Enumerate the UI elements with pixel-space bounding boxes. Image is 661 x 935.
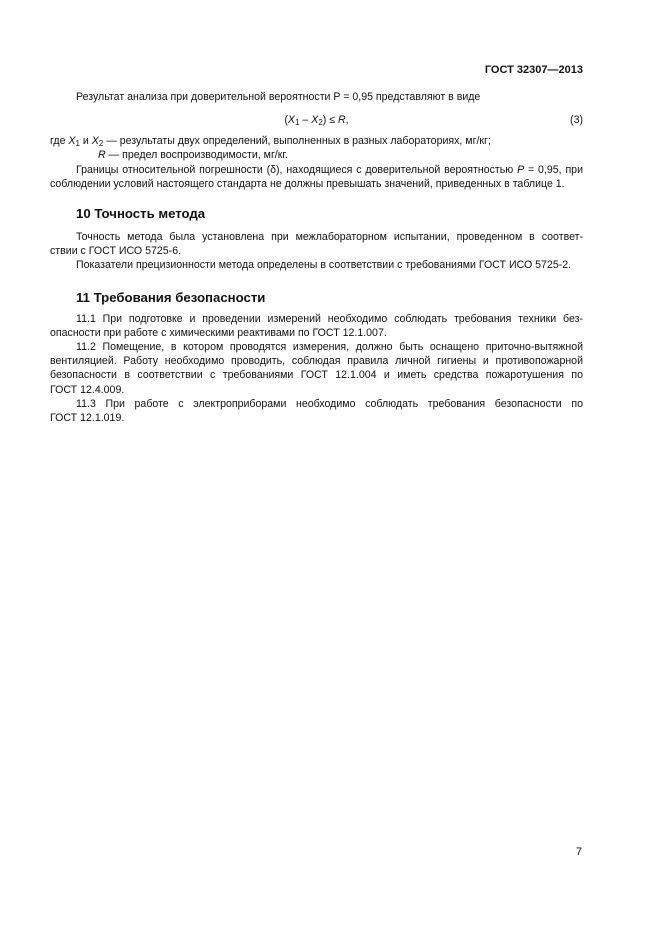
formula-expression: $(X_1 - X_2) \le R$,: [284, 114, 349, 128]
page-content: [50, 90, 583, 425]
section-11-2-line3: безопасности в соответствии с требованиями ГОСТ 12.1.004 и иметь средства пожаротушения по: [50, 369, 583, 382]
document-code-header: ГОСТ 32307—2013: [484, 64, 583, 76]
formula-3: [50, 113, 583, 129]
section-11-heading: 11 Требования безопасности: [76, 289, 266, 305]
section-11-3-line1: 11.3 При работе с электроприборами необходимо соблюдать требования безопасности по: [76, 397, 583, 410]
section-11-1-line1: 11.1 При подготовке и проведении измерений необходимо соблюдать требования техники без-: [76, 312, 583, 325]
formula-legend: [50, 134, 583, 162]
bounds-paragraph-line2: соблюдении условий настоящего стандарта не должны превышать значений, приведенных в таблице 1.: [50, 177, 565, 190]
section-10-p2: Показатели прецизионности метода определены в соответствии с требованиями ГОСТ ИСО 5725-2.: [76, 259, 572, 272]
formula-number: (3): [570, 114, 583, 127]
legend-r-row: R — предел воспроизводимости, мг/кг.: [98, 149, 288, 162]
section-10-p1-line1: Точность метода была установлена при межлабораторном испытании, проведенном в соответ-: [76, 231, 583, 244]
intro-paragraph: Результат анализа при доверительной вероятности P = 0,95 представляют в виде: [76, 91, 481, 103]
section-11-2-line2: вентиляцией. Работу необходимо проводить, соблюдая правила личной гигиены и противопожарной: [50, 355, 583, 368]
section-11-2-line1: 11.2 Помещение, в котором проводятся измерения, должно быть оснащено приточно-вытяжной: [76, 341, 583, 354]
bounds-paragraph-line1: Границы относительной погрешности (δ), находящиеся с доверительной вероятностью P = 0,95, при: [76, 163, 583, 176]
section-10-heading: 10 Точность метода: [76, 206, 206, 222]
section-11-1-line2: опасности при работе с химическими реактивами по ГОСТ 12.1.007.: [50, 326, 387, 339]
legend-x-row: где $X_1$ и $X_2$ — результаты двух определений, выполненных в разных лабораториях, мг/кг;: [50, 135, 491, 149]
section-11-3-line2: ГОСТ 12.1.019.: [50, 412, 125, 425]
section-10-p1-line2: ствии с ГОСТ ИСО 5725-6.: [50, 245, 182, 258]
page-number: 7: [575, 846, 582, 858]
section-11-2-line4: ГОСТ 12.4.009.: [50, 383, 125, 396]
